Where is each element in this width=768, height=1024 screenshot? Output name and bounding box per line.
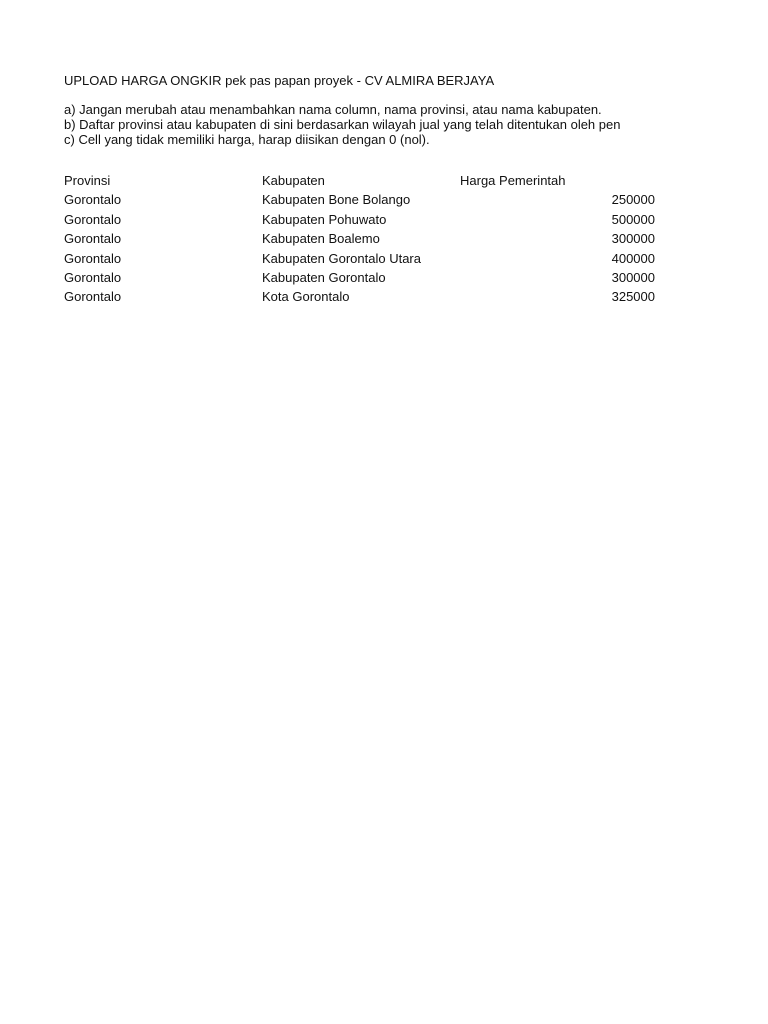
cell-provinsi[interactable]: Gorontalo [64, 231, 122, 247]
cell-harga[interactable]: 400000 [611, 250, 655, 266]
cell-provinsi[interactable]: Gorontalo [64, 289, 122, 305]
cell-provinsi[interactable]: Gorontalo [64, 250, 122, 266]
header-harga-pemerintah: Harga Pemerintah [460, 173, 566, 188]
table-header-row [64, 171, 664, 190]
header-kabupaten: Kabupaten [262, 173, 325, 188]
cell-provinsi[interactable]: Gorontalo [64, 192, 122, 208]
cell-harga[interactable]: 325000 [611, 289, 655, 305]
cell-harga[interactable]: 250000 [611, 192, 655, 208]
table-row [64, 287, 664, 306]
header-provinsi: Provinsi [64, 173, 111, 188]
cell-provinsi[interactable]: Gorontalo [64, 269, 122, 285]
cell-kabupaten[interactable]: Kabupaten Gorontalo Utara [262, 250, 421, 266]
cell-kabupaten[interactable]: Kabupaten Gorontalo [262, 269, 386, 285]
cell-provinsi[interactable]: Gorontalo [64, 211, 122, 227]
instruction-a: a) Jangan merubah atau menambahkan nama column, nama provinsi, atau nama kabupaten. [64, 102, 602, 117]
table-row [64, 249, 664, 268]
table-row [64, 268, 664, 287]
instruction-c: c) Cell yang tidak memiliki harga, harap diisikan dengan 0 (nol). [64, 132, 430, 147]
table-row [64, 229, 664, 248]
cell-kabupaten[interactable]: Kabupaten Bone Bolango [262, 192, 411, 208]
cell-kabupaten[interactable]: Kabupaten Pohuwato [262, 211, 387, 227]
table-row [64, 210, 664, 229]
cell-kabupaten[interactable]: Kabupaten Boalemo [262, 231, 380, 247]
cell-kabupaten[interactable]: Kota Gorontalo [262, 289, 350, 305]
table-row [64, 190, 664, 209]
instructions [64, 102, 664, 147]
price-table [64, 171, 664, 307]
instruction-b: b) Daftar provinsi atau kabupaten di sini berdasarkan wilayah jual yang telah ditentukan oleh pen [64, 117, 621, 132]
cell-harga[interactable]: 300000 [611, 269, 655, 285]
cell-harga[interactable]: 500000 [611, 211, 655, 227]
sheet-title: UPLOAD HARGA ONGKIR pek pas papan proyek - CV ALMIRA BERJAYA [64, 73, 495, 88]
cell-harga[interactable]: 300000 [611, 231, 655, 247]
